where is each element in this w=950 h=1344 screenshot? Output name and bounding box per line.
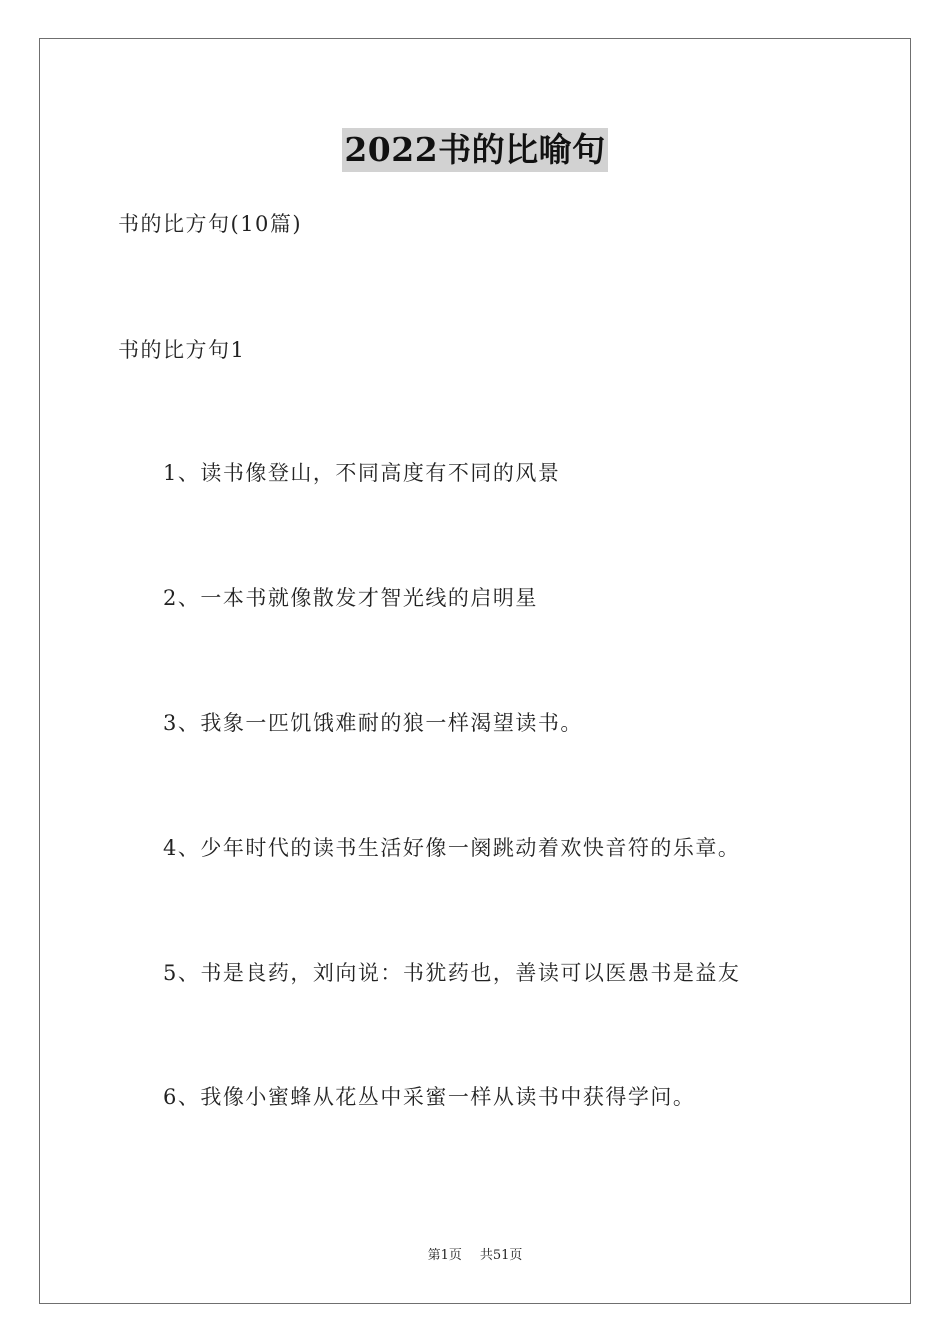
list-item: 2、一本书就像散发才智光线的启明星 [163,586,538,610]
page-title-row [0,128,950,178]
document-subtitle: 书的比方句(10篇) [118,212,303,236]
list-item: 6、我像小蜜蜂从花丛中采蜜一样从读书中获得学问。 [163,1085,696,1109]
list-item: 3、我象一匹饥饿难耐的狼一样渴望读书。 [163,711,583,735]
list-item: 5、书是良药，刘向说：书犹药也，善读可以医愚书是益友 [163,961,741,985]
page-number: 第1页 [427,1248,462,1263]
page-title: 2022书的比喻句 [342,128,607,172]
list-item: 4、少年时代的读书生活好像一阕跳动着欢快音符的乐章。 [163,836,741,860]
page-footer [0,1246,950,1266]
list-item: 1、读书像登山，不同高度有不同的风景 [163,461,561,485]
page-total: 共51页 [479,1248,523,1263]
section-heading: 书的比方句1 [118,338,246,362]
